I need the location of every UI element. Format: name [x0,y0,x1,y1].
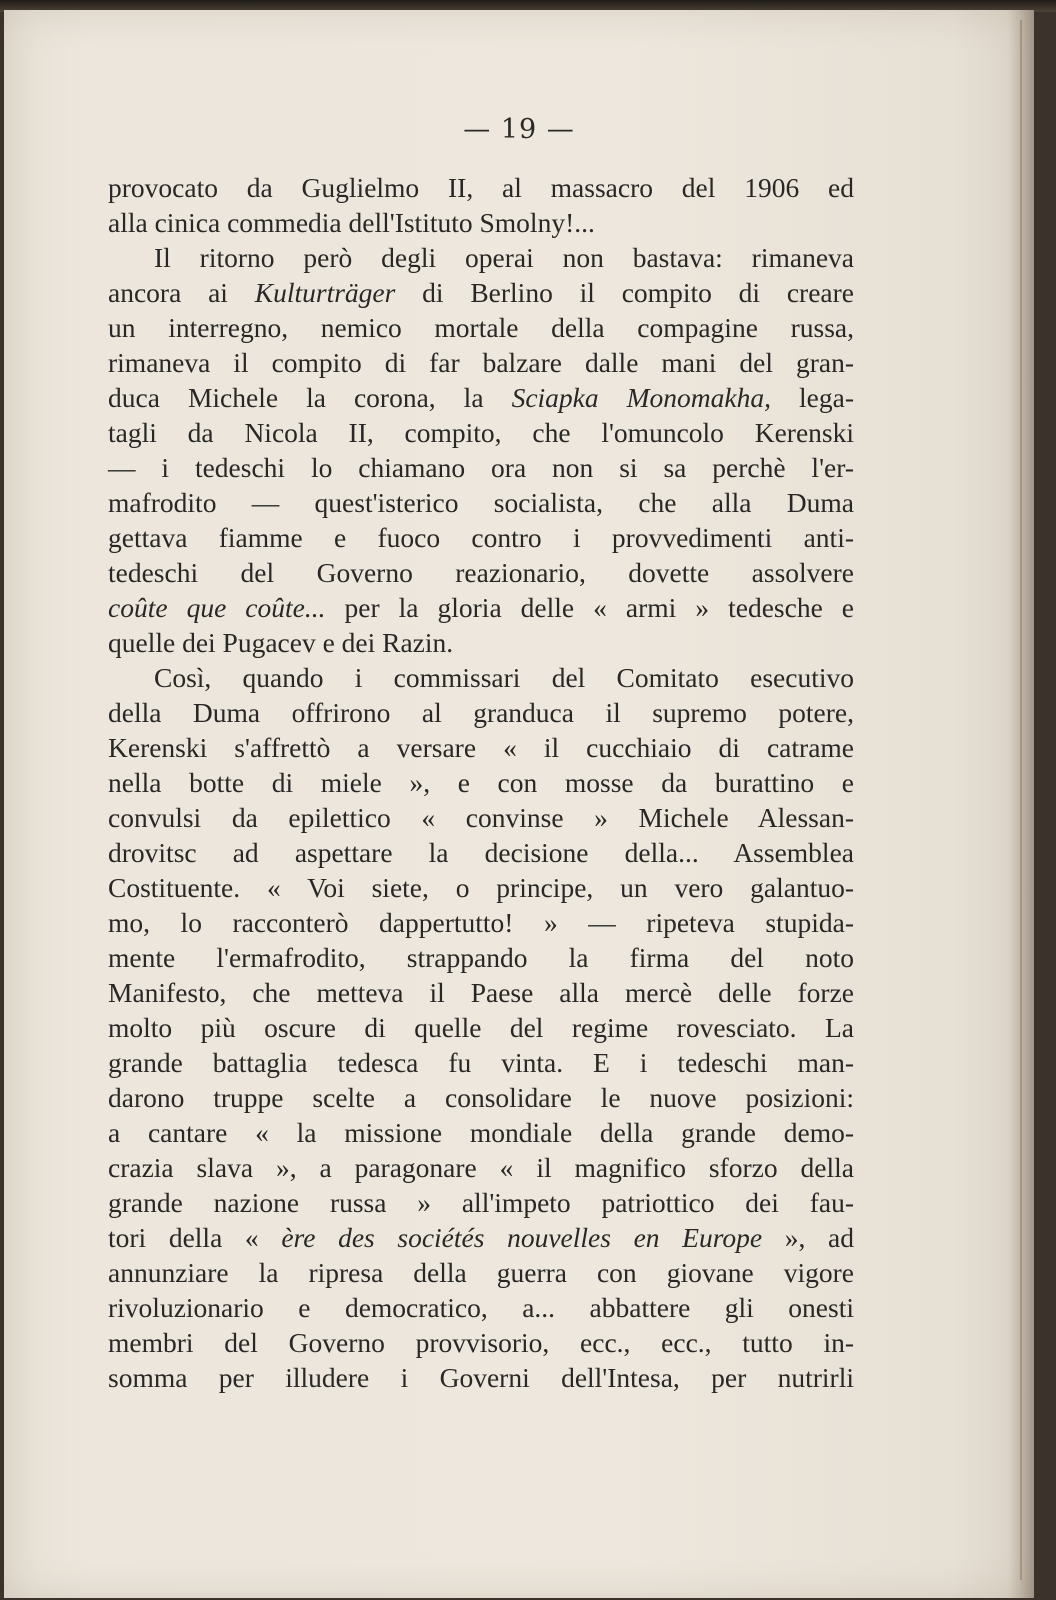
text-line [108,1150,854,1185]
text-run: gettava fiamme e fuoco contro i provvedimenti anti- [108,522,854,553]
text-run: mo, lo racconterò dappertutto! » — ripeteva stupida- [108,907,854,938]
text-line [108,1290,854,1325]
page-edge-line [1020,20,1022,1580]
page-number: — 19 — [463,114,575,145]
text-run: rivoluzionario e democratico, a... abbattere gli onesti [108,1292,854,1323]
text-run: mente l'ermafrodito, strappando la firma del noto [108,942,854,973]
text-line [108,555,854,590]
text-line [108,520,854,555]
text-line [108,450,854,485]
book-page [4,10,1034,1598]
text-run: lega- [771,382,854,413]
text-run: Il ritorno però degli operai non bastava: rimaneva [154,242,854,273]
text-line [108,660,854,695]
text-run: nella botte di miele », e con mosse da burattino e [108,767,854,798]
text-run: — i tedeschi lo chiamano ora non si sa perchè l'er- [108,452,854,483]
text-run: Così, quando i commissari del Comitato esecutivo [154,662,854,693]
text-run: tori della « [108,1222,282,1253]
text-run: tagli da Nicola II, compito, che l'omuncolo Kerenski [108,417,854,448]
text-line [108,170,854,205]
text-line [108,975,854,1010]
text-line [108,310,854,345]
text-line [108,1010,854,1045]
text-line [108,380,854,415]
text-line [108,1045,854,1080]
text-run: grande nazione russa » all'impeto patriottico dei fau- [108,1187,854,1218]
text-run: duca Michele la corona, la [108,382,512,413]
text-line [108,1360,854,1395]
text-run: grande battaglia tedesca fu vinta. E i tedeschi man- [108,1047,854,1078]
text-run: Costituente. « Voi siete, o principe, un vero galantuo- [108,872,854,903]
text-run: ancora ai [108,277,255,308]
text-run: molto più oscure di quelle del regime rovesciato. La [108,1012,854,1043]
text-run: annunziare la ripresa della guerra con giovane vigore [108,1257,854,1288]
text-run: per la gloria delle « armi » tedesche e [325,592,855,623]
text-line [108,625,854,660]
text-run: un interregno, nemico mortale della compagine russa, [108,312,854,343]
text-line [108,485,854,520]
text-run: tedeschi del Governo reazionario, dovette assolvere [108,557,854,588]
text-run: drovitsc ad aspettare la decisione della... Assemblea [108,837,854,868]
text-run: rimaneva il compito di far balzare dalle mani del gran- [108,347,854,378]
text-run: convulsi da epilettico « convinse » Michele Alessan- [108,802,854,833]
text-line [108,590,854,625]
text-line [108,1115,854,1150]
text-line [108,765,854,800]
text-run: a cantare « la missione mondiale della grande demo- [108,1117,854,1148]
text-run: provocato da Guglielmo II, al massacro del 1906 ed [108,172,854,203]
text-line [108,1255,854,1290]
text-run: crazia slava », a paragonare « il magnifico sforzo della [108,1152,854,1183]
body-text [108,170,854,1395]
text-line [108,940,854,975]
text-line [108,1220,854,1255]
text-run: Kerenski s'affrettò a versare « il cucchiaio di catrame [108,732,854,763]
italic-text-run: Sciapka Monomakha, [511,382,771,413]
text-line [108,1080,854,1115]
text-line [108,905,854,940]
text-line [108,275,854,310]
text-run: », ad [762,1222,854,1253]
text-run: quelle dei Pugacev e dei Razin. [108,627,454,658]
text-run: darono truppe scelte a consolidare le nuove posizioni: [108,1082,854,1113]
text-line [108,730,854,765]
text-line [108,1325,854,1360]
text-line [108,415,854,450]
text-run: della Duma offrirono al granduca il supremo potere, [108,697,854,728]
text-line [108,205,854,240]
text-run: somma per illudere i Governi dell'Intesa, per nutrirli [108,1362,854,1393]
text-line [108,240,854,275]
italic-text-run: Kulturträger [254,277,396,308]
italic-text-run: ère des sociétés nouvelles en Europe [281,1222,763,1253]
text-line [108,800,854,835]
text-run: mafrodito — quest'isterico socialista, che alla Duma [108,487,854,518]
text-line [108,870,854,905]
text-line [108,345,854,380]
text-line [108,1185,854,1220]
text-run: membri del Governo provvisorio, ecc., ecc., tutto in- [108,1327,854,1358]
text-run: di Berlino il compito di creare [395,277,854,308]
text-line [108,695,854,730]
text-run: Manifesto, che metteva il Paese alla mercè delle forze [108,977,854,1008]
text-run: alla cinica commedia dell'Istituto Smolny!... [108,207,595,238]
italic-text-run: coûte que coûte... [108,592,326,623]
text-line [108,835,854,870]
